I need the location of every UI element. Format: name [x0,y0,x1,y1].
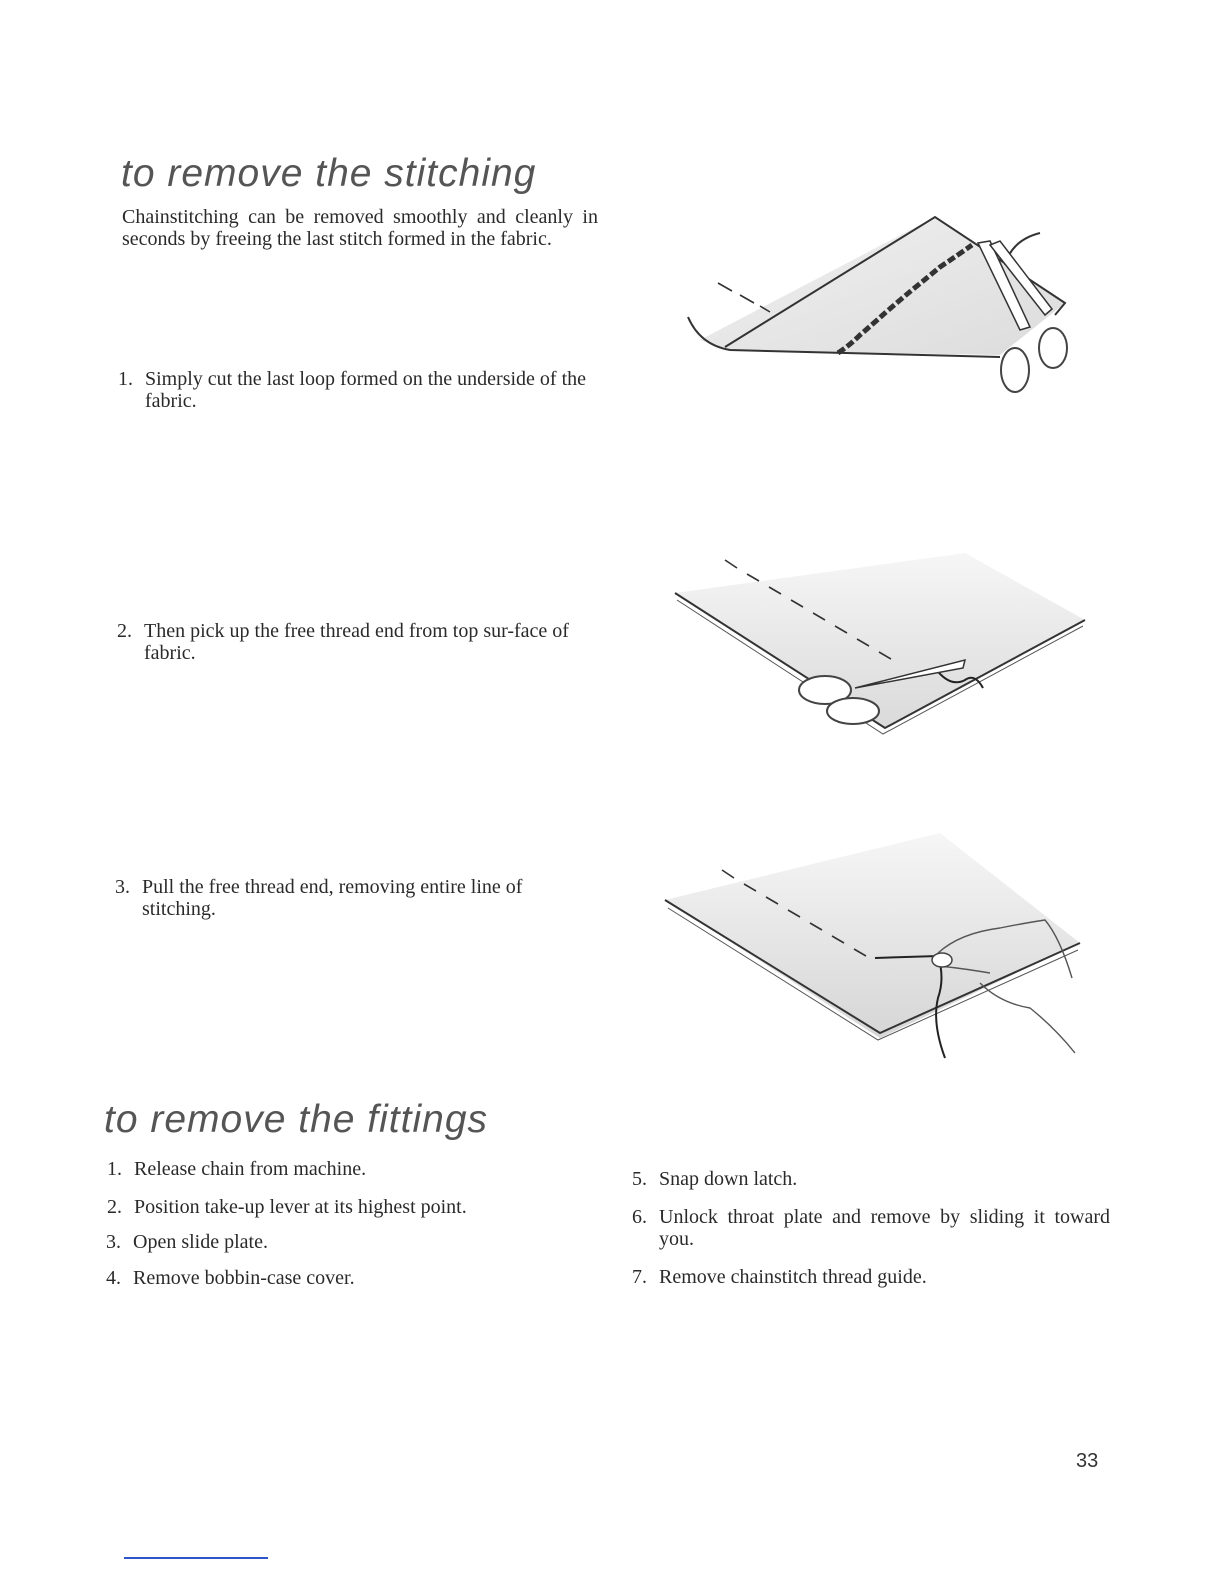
step-text: Then pick up the free thread end from top sur-face of fabric. [144,620,569,664]
fittings-step-6 [632,1206,1110,1250]
stitching-step-3 [115,876,593,920]
scissor-handle [1001,348,1029,392]
fittings-step-7 [632,1266,1110,1288]
step-number: 2. [117,620,132,642]
step-number: 7. [632,1266,647,1288]
fittings-step-4 [106,1267,576,1289]
step-number: 1. [107,1158,122,1180]
step-number: 5. [632,1168,647,1190]
stitch-dashes [718,283,770,312]
stitching-heading: to remove the stitching [121,152,537,195]
stitching-step-1 [118,368,596,412]
step-text: Open slide plate. [133,1231,268,1253]
hand-pulling-thread-illustration [660,828,1085,1063]
step-number: 4. [106,1267,121,1289]
fittings-heading: to remove the fittings [104,1098,489,1141]
fingertip [932,953,952,967]
page-number: 33 [1076,1450,1099,1472]
fittings-step-2 [107,1196,577,1218]
fittings-step-1 [107,1158,577,1180]
footer-rule [124,1557,268,1559]
fabric-shape [675,553,1085,728]
step-text: Simply cut the last loop formed on the underside of the fabric. [145,368,587,412]
step-text: Release chain from machine. [134,1158,367,1180]
fittings-step-5 [632,1168,1110,1190]
step-text: Position take-up lever at its highest point. [134,1196,467,1218]
step-number: 1. [118,368,133,390]
step-text: Unlock throat plate and remove by sliding it toward you. [659,1206,1110,1250]
step-text: Snap down latch. [659,1168,798,1190]
stitching-intro: Chainstitching can be removed smoothly and cleanly in seconds by freeing the last stitch formed in the fabric. [122,206,598,250]
step-text: Remove chainstitch thread guide. [659,1266,927,1288]
step-number: 3. [106,1231,121,1253]
step-number: 2. [107,1196,122,1218]
scissors-lifting-thread-illustration [665,548,1090,738]
step-number: 6. [632,1206,647,1228]
fittings-step-3 [106,1231,576,1253]
step-number: 3. [115,876,130,898]
step-text: Pull the free thread end, removing entire line of stitching. [142,876,523,920]
stitching-step-2 [117,620,595,664]
fabric-shape [665,833,1080,1038]
step-text: Remove bobbin-case cover. [133,1267,355,1289]
scissors-cutting-loop-illustration [660,205,1080,405]
scissor-handle [1039,328,1067,368]
scissor-handle [827,698,879,724]
